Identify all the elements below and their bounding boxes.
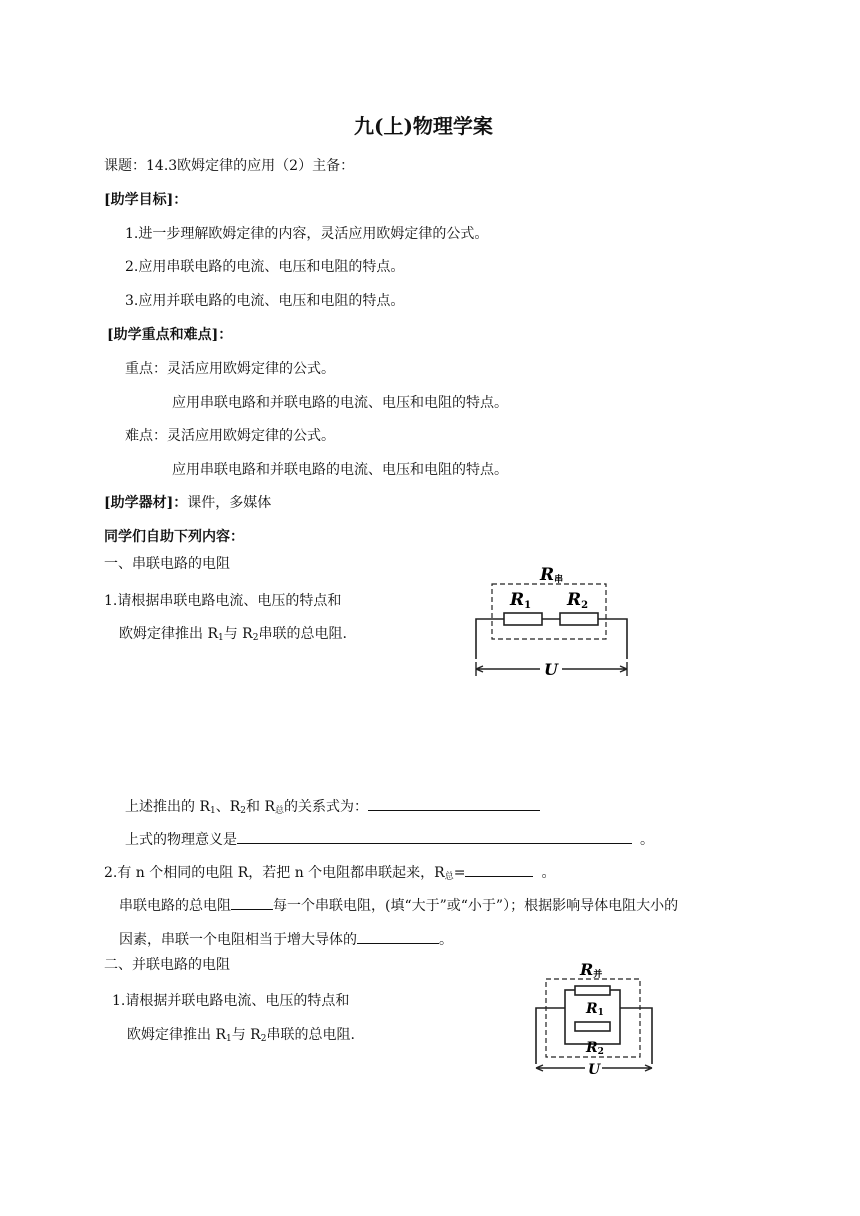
- series-total-label: R串: [540, 565, 564, 585]
- parallel-question-1-line2: 欧姆定律推出 $R_1$与 $R_2$串联的总电阻.: [127, 1027, 355, 1044]
- series-fill-line: 串联电路的总电阻 每一个串联电阻，(填“大于”或“小于”）；根据影响导体电阻大小的: [119, 895, 678, 915]
- self-study-heading: 同学们自助下列内容：: [104, 529, 244, 545]
- goal-item: 3.应用并联电路的电流、电压和电阻的特点。: [125, 293, 405, 309]
- key-point: [125, 360, 335, 378]
- series-fill-line2: 因素，串联一个电阻相当于增大导体的 。: [119, 929, 453, 949]
- compare-answer-blank[interactable]: [231, 895, 273, 910]
- resistor-r1: [504, 613, 542, 625]
- goal-item: 2.应用串联电路的电流、电压和电阻的特点。: [125, 259, 405, 275]
- resistor-r2: [560, 613, 598, 625]
- key-label: 重点：: [125, 361, 167, 377]
- series-relation-line: 上述推出的 $R_1$、$R_2$和 $R_总$的关系式为：: [125, 796, 540, 820]
- series-circuit-diagram: [470, 560, 640, 682]
- series-r1-label: R1: [510, 590, 532, 611]
- goals-heading: [助学目标]：: [104, 192, 188, 208]
- parallel-r2-label: R2: [586, 1040, 604, 1057]
- focus-heading: [助学重点和难点]：: [107, 327, 233, 343]
- equipment-label: [助学器材]：: [104, 495, 188, 511]
- factor-answer-blank[interactable]: [357, 929, 439, 944]
- parallel-question-1: 1.请根据并联电路电流、电压的特点和: [112, 993, 350, 1009]
- hard-text: 灵活应用欧姆定律的公式。: [167, 428, 335, 444]
- series-voltage-label: U: [544, 660, 558, 679]
- goal-item: 1.进一步理解欧姆定律的内容，灵活应用欧姆定律的公式。: [125, 226, 489, 242]
- series-meaning-line: 上式的物理意义是 。: [125, 829, 654, 849]
- series-heading: 一、串联电路的电阻: [104, 556, 230, 572]
- parallel-voltage-label: U: [588, 1062, 601, 1076]
- page-title: 九(上)物理学案: [354, 114, 493, 138]
- topic-line: 课题：14.3欧姆定律的应用（2）主备：: [104, 158, 355, 174]
- parallel-r1-label: R1: [586, 1001, 604, 1018]
- parallel-total-label: R并: [580, 960, 603, 980]
- relation-answer-blank[interactable]: [368, 796, 540, 811]
- key-text: 灵活应用欧姆定律的公式。: [167, 361, 335, 377]
- parallel-circuit-diagram: [530, 956, 660, 1076]
- series-question-1-line2: 欧姆定律推出 $R_1$与 $R_2$串联的总电阻.: [119, 626, 347, 643]
- equipment-text: 课件，多媒体: [187, 495, 272, 511]
- meaning-answer-blank[interactable]: [237, 829, 632, 844]
- hard-point-line2: 应用串联电路和并联电路的电流、电压和电阻的特点。: [172, 462, 508, 478]
- hard-point: [125, 427, 335, 445]
- parallel-resistor-mid: [575, 1022, 610, 1031]
- parallel-inner-frame: [565, 990, 620, 1044]
- series-question-2: 2.有 n 个相同的电阻 R，若把 n 个电阻都串联起来，$R_总=$ 。: [104, 862, 555, 886]
- hard-label: 难点：: [125, 428, 167, 444]
- series-question-1: 1.请根据串联电路电流、电压的特点和: [104, 593, 342, 609]
- series-r2-label: R2: [567, 590, 589, 611]
- equipment-line: [104, 494, 271, 512]
- parallel-resistor-top: [575, 986, 610, 995]
- parallel-heading: 二、并联电路的电阻: [104, 957, 230, 973]
- n-resistors-answer-blank[interactable]: [465, 862, 533, 877]
- key-point-line2: 应用串联电路和并联电路的电流、电压和电阻的特点。: [172, 395, 508, 411]
